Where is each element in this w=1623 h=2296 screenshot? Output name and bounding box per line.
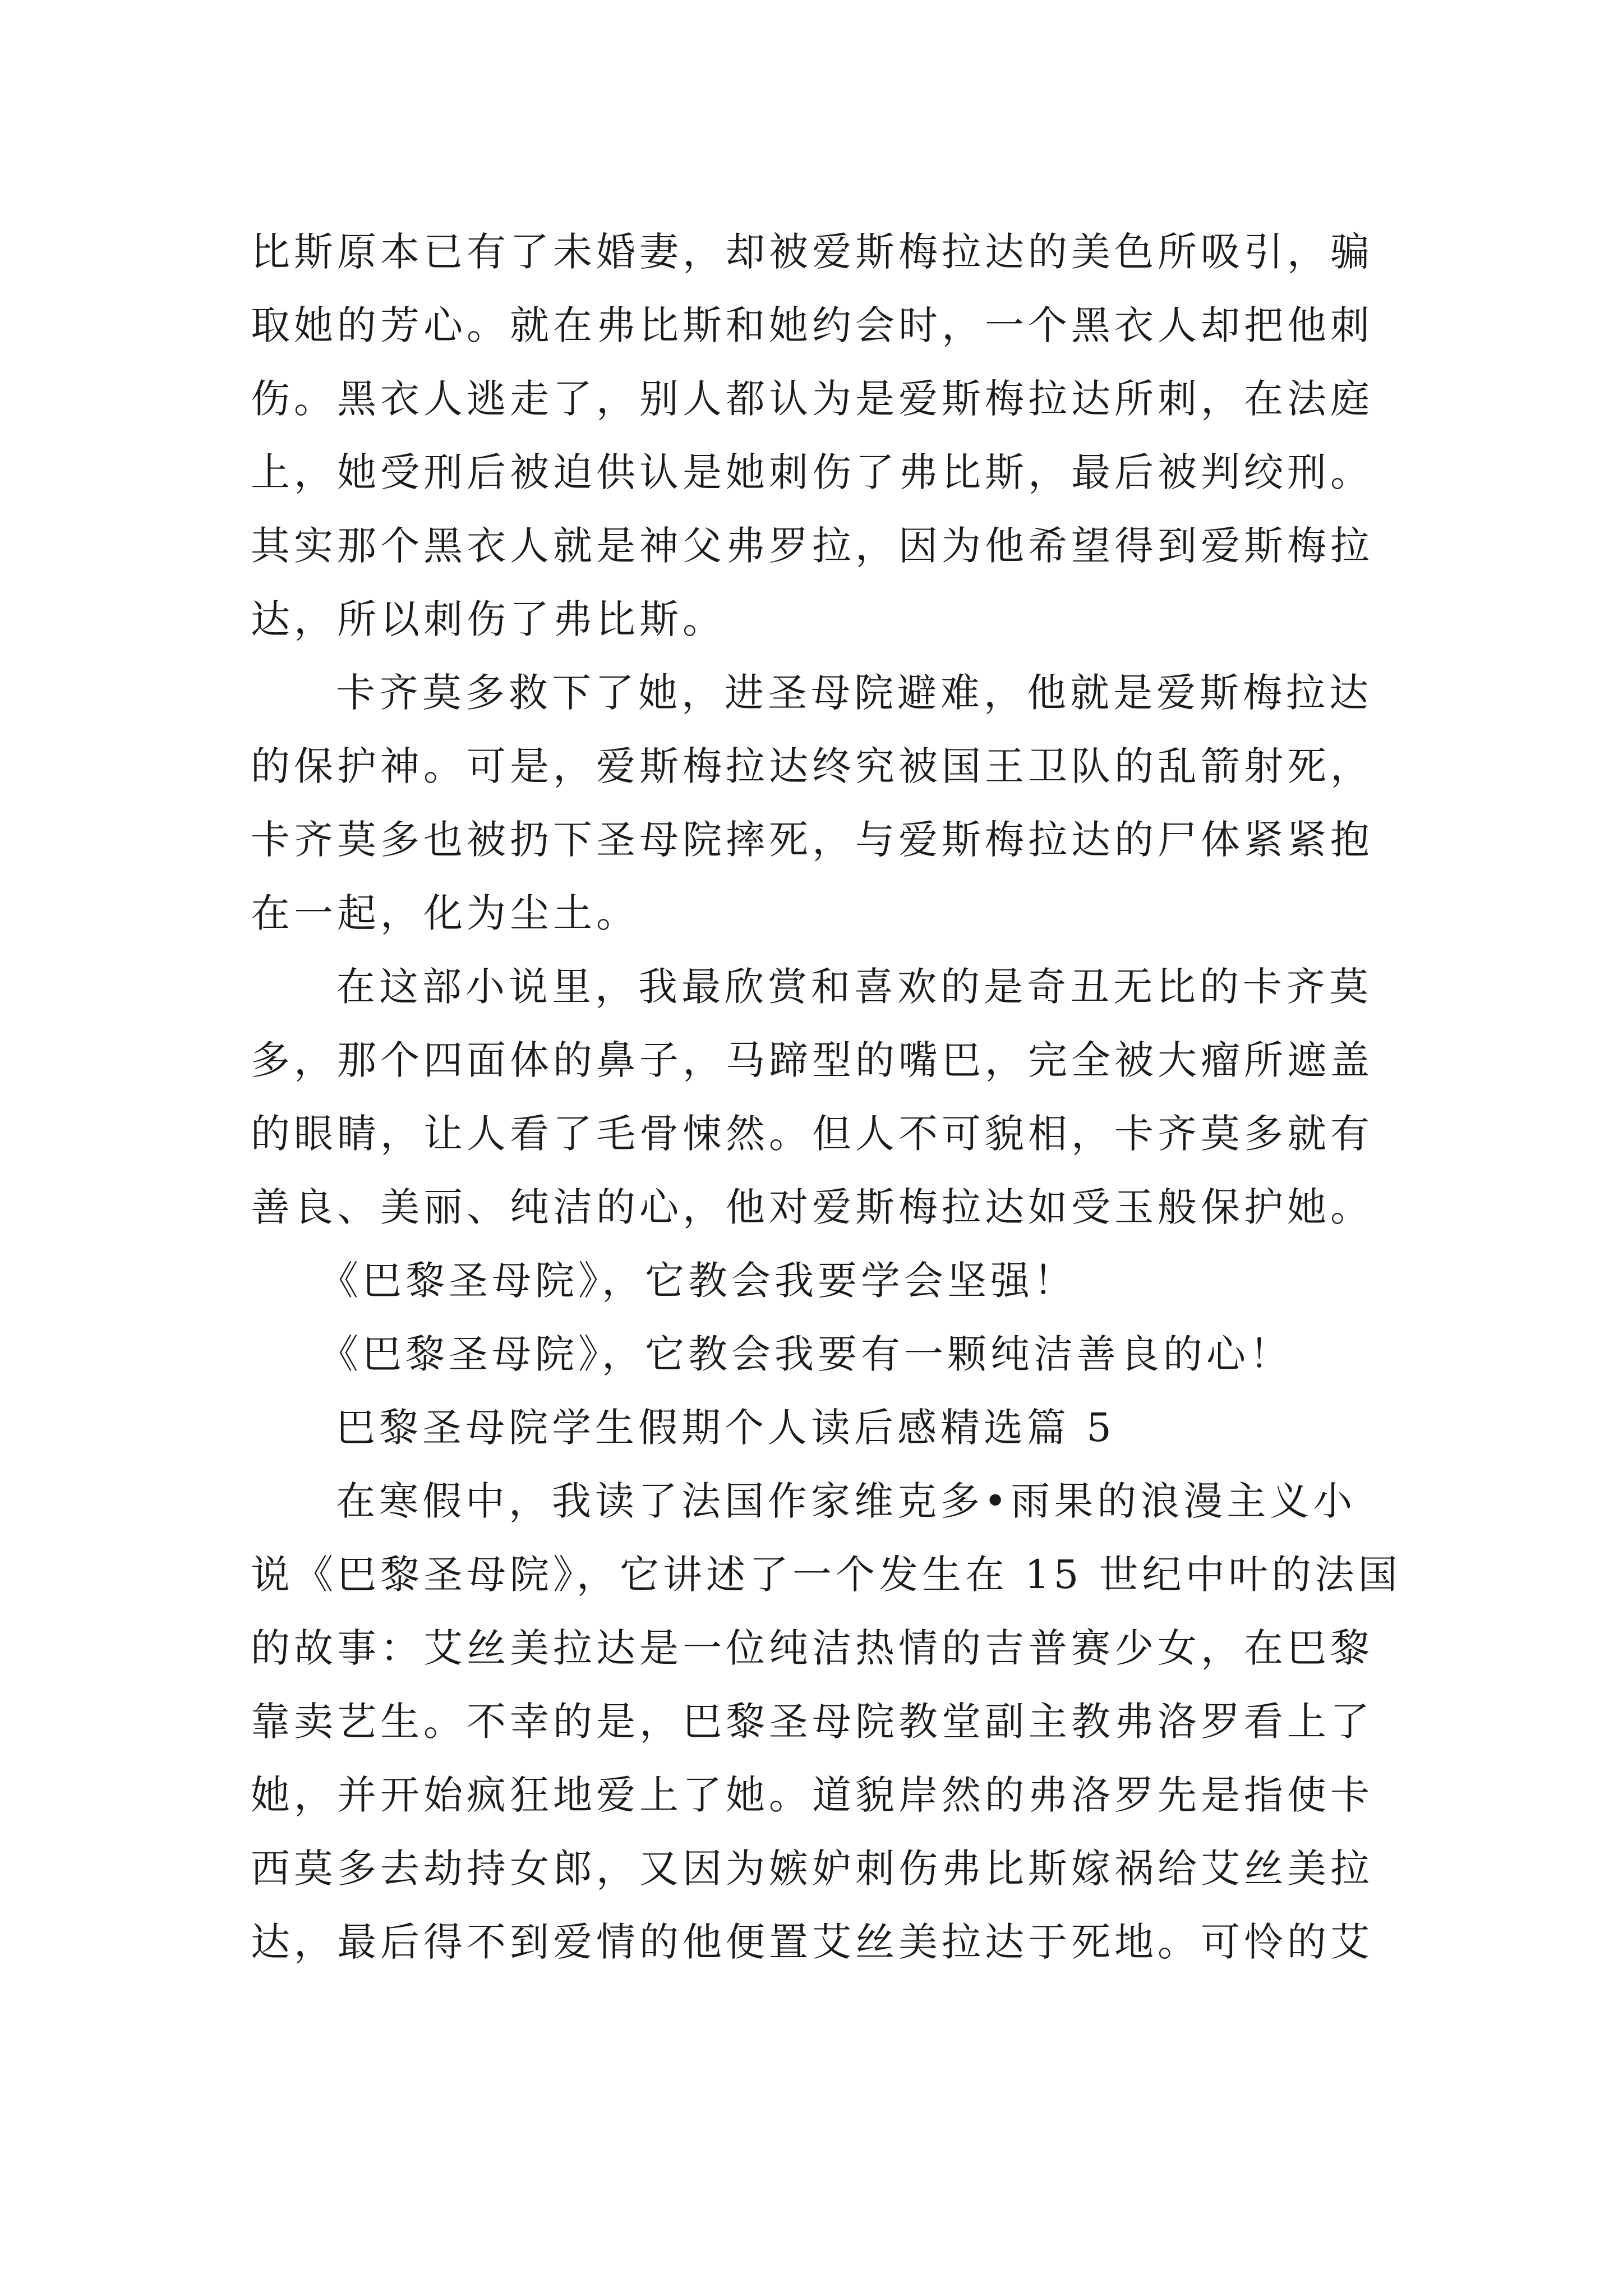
text-line: 多，那个四面体的鼻子，马蹄型的嘴巴，完全被大瘤所遮盖 (251, 1037, 1373, 1083)
text-line: 西莫多去劫持女郎，又因为嫉妒刺伤弗比斯嫁祸给艾丝美拉 (251, 1846, 1373, 1892)
text-line: 上，她受刑后被迫供认是她刺伤了弗比斯，最后被判绞刑。 (251, 449, 1373, 495)
text-line: 善良、美丽、纯洁的心，他对爱斯梅拉达如受玉般保护她。 (251, 1184, 1373, 1230)
text-line: 她，并开始疯狂地爱上了她。道貌岸然的弗洛罗先是指使卡 (251, 1772, 1373, 1818)
text-line: 的故事：艾丝美拉达是一位纯洁热情的吉普赛少女，在巴黎 (251, 1625, 1373, 1671)
text-line: 《巴黎圣母院》，它教会我要有一颗纯洁善良的心！ (319, 1331, 1293, 1377)
text-line: 卡齐莫多救下了她，进圣母院避难，他就是爱斯梅拉达 (336, 670, 1372, 716)
text-line: 达，最后得不到爱情的他便置艾丝美拉达于死地。可怜的艾 (251, 1919, 1373, 1965)
text-line: 比斯原本已有了未婚妻，却被爱斯梅拉达的美色所吸引，骗 (251, 229, 1373, 275)
text-line: 靠卖艺生。不幸的是，巴黎圣母院教堂副主教弗洛罗看上了 (251, 1699, 1373, 1745)
text-line: 伤。黑衣人逃走了，别人都认为是爱斯梅拉达所刺，在法庭 (251, 376, 1373, 422)
text-line: 达，所以刺伤了弗比斯。 (251, 596, 726, 642)
text-line: 说《巴黎圣母院》，它讲述了一个发生在 15 世纪中叶的法国 (251, 1552, 1401, 1598)
text-line: 的保护神。可是，爱斯梅拉达终究被国王卫队的乱箭射死， (251, 743, 1373, 789)
text-line: 卡齐莫多也被扔下圣母院摔死，与爱斯梅拉达的尸体紧紧抱 (251, 817, 1373, 863)
text-line: 在寒假中，我读了法国作家维克多•雨果的浪漫主义小 (336, 1478, 1357, 1524)
text-line: 取她的芳心。就在弗比斯和她约会时，一个黑衣人却把他刺 (251, 302, 1373, 348)
text-line: 的眼睛，让人看了毛骨悚然。但人不可貌相，卡齐莫多就有 (251, 1111, 1373, 1157)
text-line: 《巴黎圣母院》，它教会我要学会坚强！ (319, 1258, 1077, 1304)
text-line: 其实那个黑衣人就是神父弗罗拉，因为他希望得到爱斯梅拉 (251, 523, 1373, 569)
text-line: 在一起，化为尘土。 (251, 890, 639, 936)
document-body (251, 215, 1401, 1979)
text-line: 在这部小说里，我最欣赏和喜欢的是奇丑无比的卡齐莫 (336, 964, 1372, 1010)
section-heading: 巴黎圣母院学生假期个人读后感精选篇 5 (336, 1405, 1115, 1451)
